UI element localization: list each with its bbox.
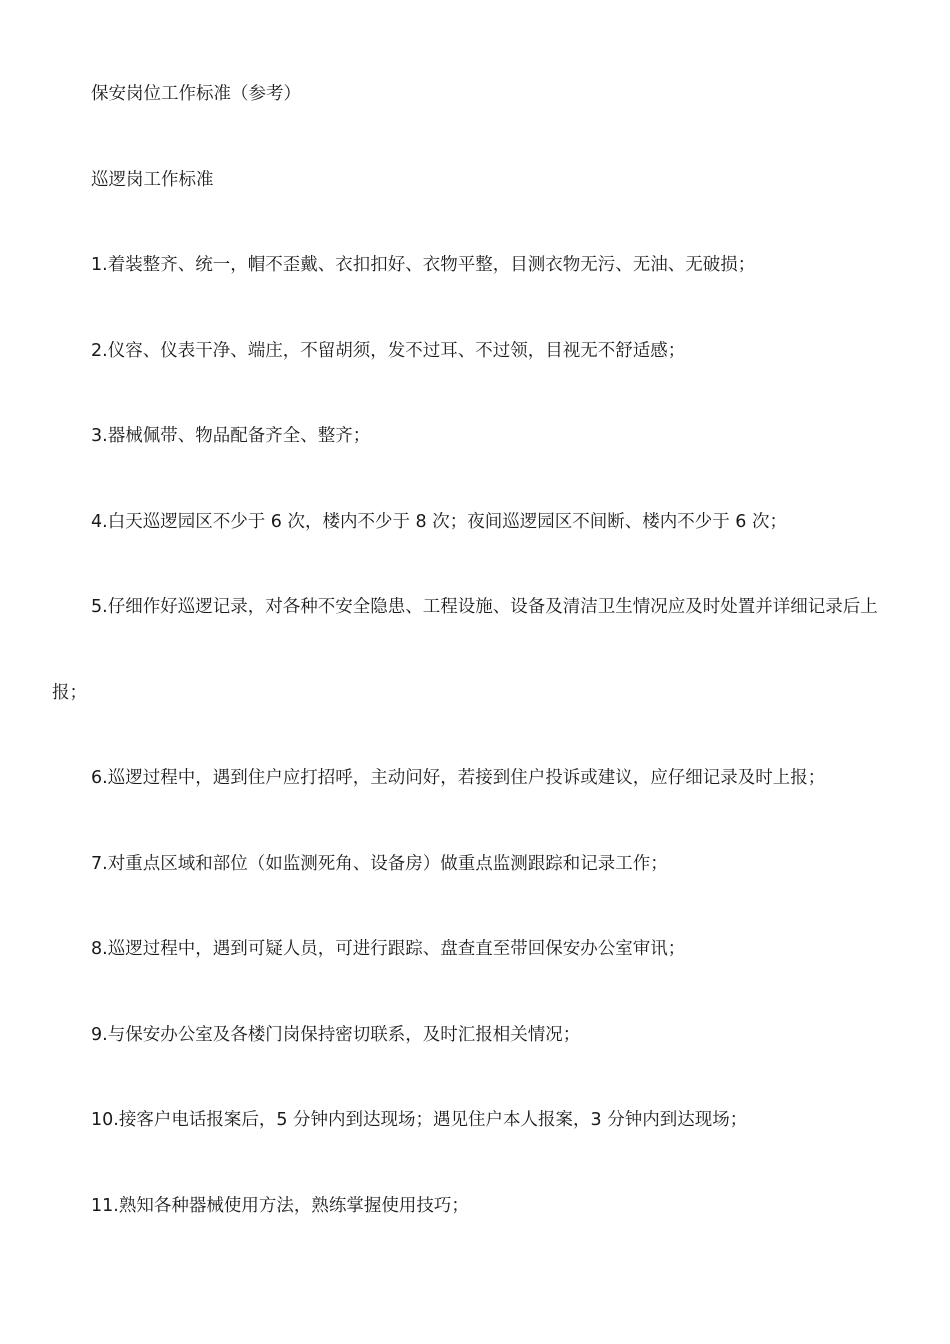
- list-item: 8.巡逻过程中，遇到可疑人员，可进行跟踪、盘查直至带回保安办公室审讯；: [91, 939, 686, 959]
- list-item: 2.仪容、仪表干净、端庄，不留胡须，发不过耳、不过领，目视无不舒适感；: [91, 341, 686, 361]
- list-item: 1.着装整齐、统一，帽不歪戴、衣扣扣好、衣物平整，目测衣物无污、无油、无破损；: [91, 255, 756, 275]
- list-item: 4.白天巡逻园区不少于 6 次，楼内不少于 8 次；夜间巡逻园区不间断、楼内不少于 6 次；: [91, 512, 787, 532]
- list-item: 6.巡逻过程中，遇到住户应打招呼，主动问好，若接到住户投诉或建议，应仔细记录及时上报；: [91, 768, 826, 788]
- list-item: 7.对重点区域和部位（如监测死角、设备房）做重点监测跟踪和记录工作；: [91, 854, 668, 874]
- list-item: 10.接客户电话报案后，5 分钟内到达现场；遇见住户本人报案，3 分钟内到达现场；: [91, 1110, 748, 1130]
- list-item: 3.器械佩带、物品配备齐全、整齐；: [91, 426, 371, 446]
- list-item: 9.与保安办公室及各楼门岗保持密切联系，及时汇报相关情况；: [91, 1025, 581, 1045]
- document-title: 保安岗位工作标准（参考）: [91, 84, 301, 104]
- section-heading: 巡逻岗工作标准: [91, 170, 214, 190]
- list-item: 5.仔细作好巡逻记录，对各种不安全隐患、工程设施、设备及清洁卫生情况应及时处置并详细记录后上报；: [52, 597, 878, 703]
- list-item: 11.熟知各种器械使用方法，熟练掌握使用技巧；: [91, 1196, 469, 1216]
